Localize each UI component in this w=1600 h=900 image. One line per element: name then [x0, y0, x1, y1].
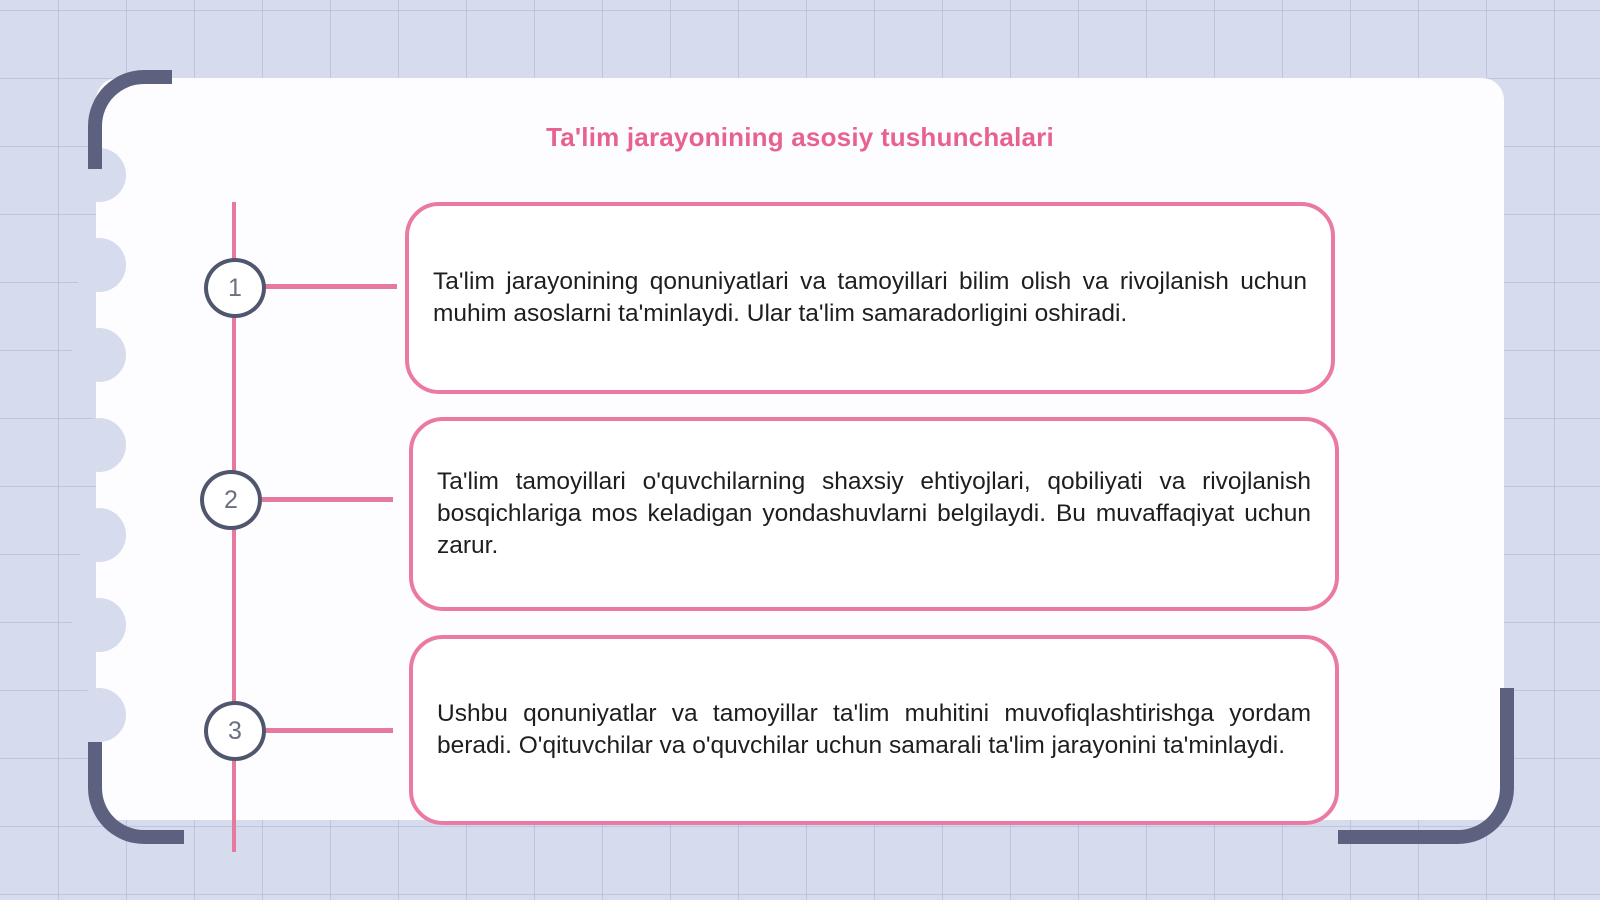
content-text-1: Ta'lim jarayonining qonuniyatlari va tamoyillari bilim olish va rivojlanish uchun muhim asoslarni ta'minlaydi. Ular ta'lim samaradorligini oshiradi. — [433, 268, 1307, 327]
corner-bracket-bottom-right — [1338, 688, 1514, 844]
card-scallop — [72, 418, 126, 472]
content-box-3 — [409, 635, 1339, 825]
timeline-number-1: 1 — [204, 258, 266, 318]
card-scallop — [72, 238, 126, 292]
card-scallop — [72, 508, 126, 562]
timeline-number-2: 2 — [200, 470, 262, 530]
card-scallop — [72, 598, 126, 652]
content-box-2 — [409, 417, 1339, 611]
timeline-connector-1 — [264, 284, 397, 289]
card-scallop — [72, 328, 126, 382]
corner-bracket-bottom-left — [88, 742, 184, 844]
timeline-connector-3 — [266, 728, 393, 733]
card-scallop — [72, 688, 126, 742]
timeline-number-3: 3 — [204, 701, 266, 761]
content-text-3: Ushbu qonuniyatlar va tamoyillar ta'lim muhitini muvofiqlashtirishga yordam beradi. O'qituvchilar va o'quvchilar uchun samarali ta'lim jarayonini ta'minlaydi. — [437, 700, 1311, 759]
slide-title: Ta'lim jarayonining asosiy tushunchalari — [546, 122, 1054, 152]
timeline-connector-2 — [262, 497, 393, 502]
content-box-1 — [405, 202, 1335, 394]
content-text-2: Ta'lim tamoyillari o'quvchilarning shaxsiy ehtiyojlari, qobiliyati va rivojlanish bosqichlariga mos keladigan yondashuvlarni belgilaydi. Bu muvaffaqiyat uchun zarur. — [437, 468, 1311, 559]
